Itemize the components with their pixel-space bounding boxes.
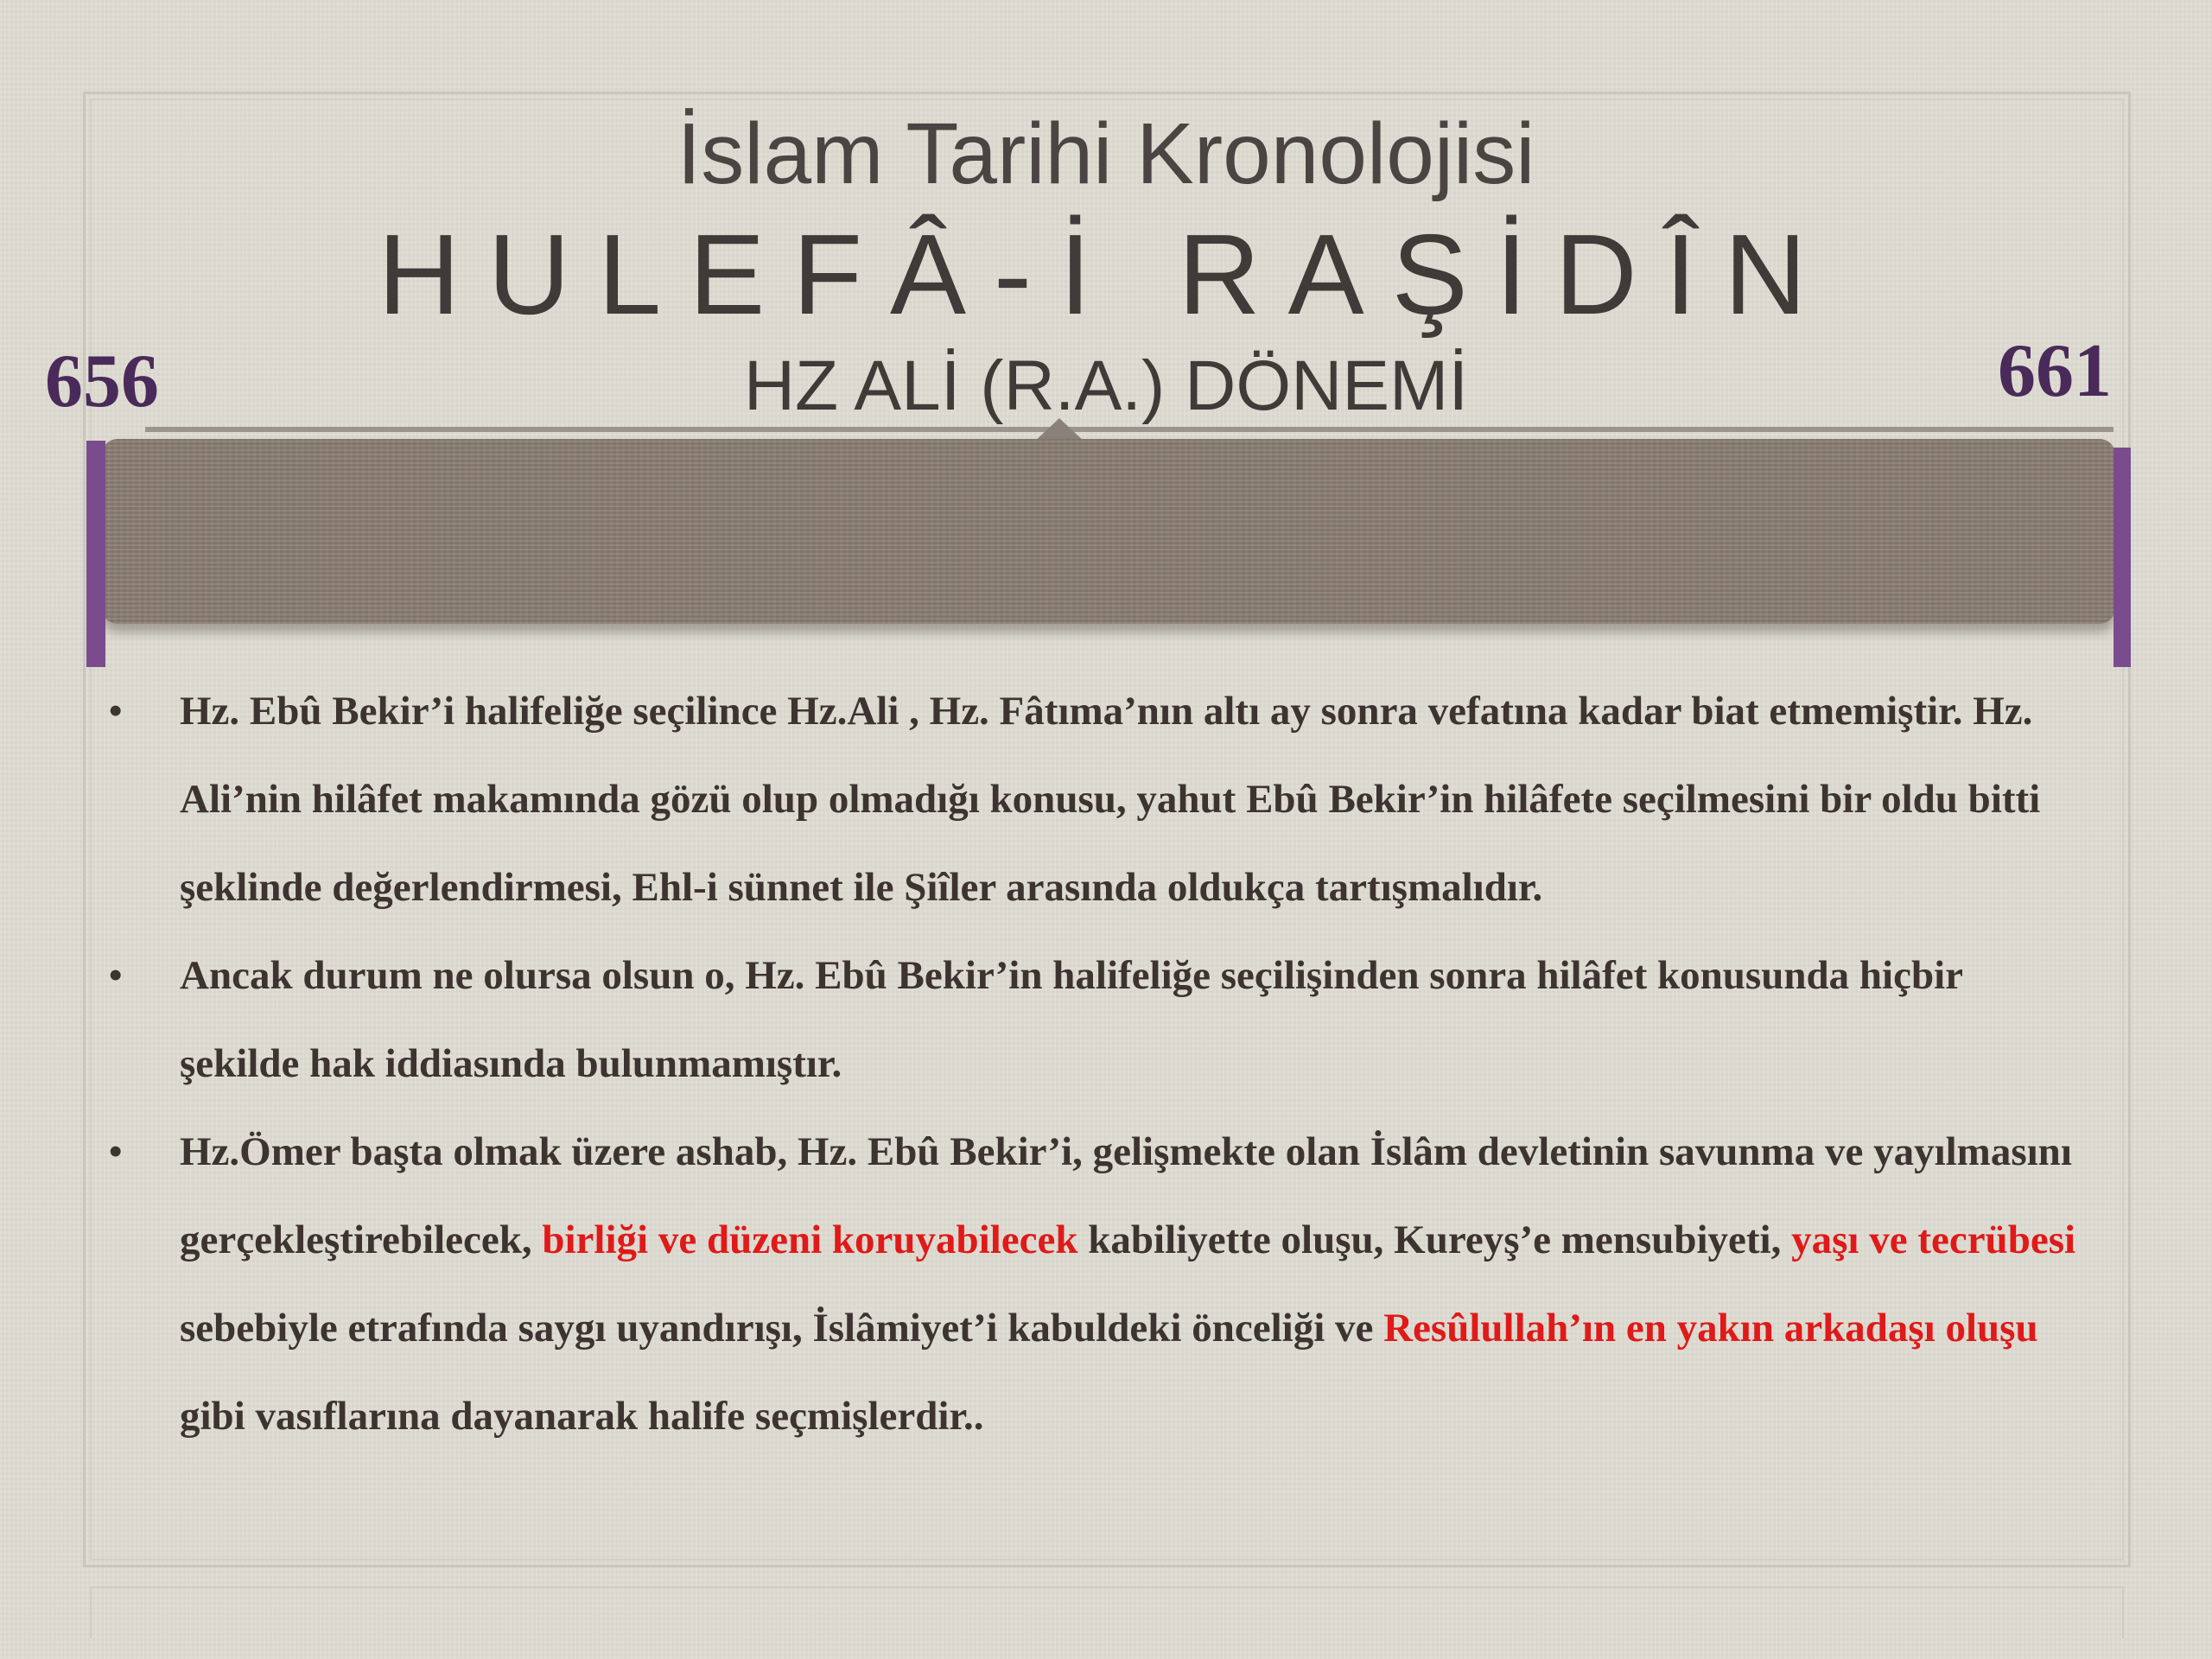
caliphate-title: HULEFÂ-İ RAŞİDÎN <box>378 211 1834 338</box>
bullet-text-part: kabiliyette oluşu, Kureyş’e mensubiyeti, <box>1077 1217 1792 1262</box>
bullet-list <box>104 667 2091 1460</box>
bullet-text: Ancak durum ne olursa olsun o, Hz. Ebû Bekir’in halifeliğe seçilişinden sonra hilâfet konusunda hiçbir şekilde hak iddiasında bulunmamıştır. <box>180 953 1963 1086</box>
bullet-text: Hz. Ebû Bekir’i halifeliğe seçilince Hz.Ali , Hz. Fâtıma’nın altı ay sonra vefatına kadar biat etmemiştir. Hz. Ali’nin hilâfet makamında gözü olup olmadığı konusu, yahut Ebû Bekir’in hilâfete seçilmesini bir oldu bitti şeklinde değerlendirmesi, Ehl-i sünnet ile Şiîler arasında oldukça tartışmalıdır. <box>180 689 2041 910</box>
bullet-text-part: gibi vasıflarına dayanarak halife seçmişlerdir.. <box>180 1394 984 1439</box>
timeline-bar <box>102 439 2115 624</box>
highlight-text: yaşı ve tecrübesi <box>1791 1217 2076 1262</box>
bullet-item <box>104 931 2091 1108</box>
era-title: HZ ALİ (R.A.) DÖNEMİ <box>743 346 1469 425</box>
year-end: 661 <box>1998 329 2112 413</box>
bullet-text-part: sebebiyle etrafında saygı uyandırışı, İslâmiyet’i kabuldeki önceliği ve <box>180 1306 1384 1351</box>
timeline-top-line <box>145 427 2113 432</box>
timeline-start-cap <box>86 441 105 667</box>
highlight-text: birliği ve düzeni koruyabilecek <box>542 1217 1078 1262</box>
year-start: 656 <box>45 340 159 423</box>
highlight-text: Resûlullah’ın en yakın arkadaşı oluşu <box>1383 1306 2038 1351</box>
bullet-text-part: Hz.Ömer başta olmak üzere ashab, Hz. Ebû Bekir’i, gelişmekte olan İslâm devletinin savunma ve yayılmasını gerçekleştirebilecek, <box>180 1129 2072 1262</box>
chronology-title: İslam Tarihi Kronolojisi <box>677 105 1535 202</box>
bullet-item <box>104 667 2091 931</box>
bullet-item <box>104 1108 2091 1460</box>
slide-frame-bottom <box>90 1586 2124 1638</box>
timeline-end-cap <box>2113 448 2131 667</box>
